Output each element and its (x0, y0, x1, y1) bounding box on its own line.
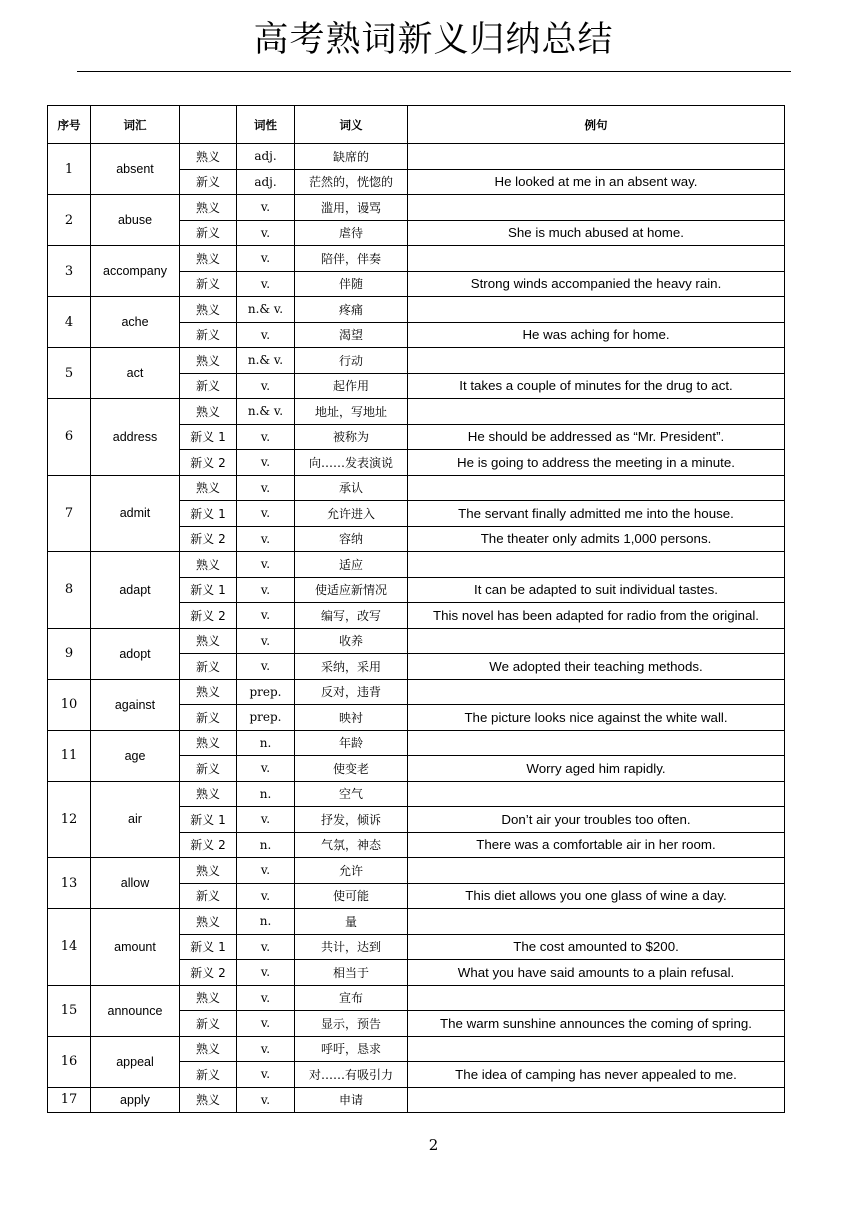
example-sentence: Strong winds accompanied the heavy rain. (408, 271, 785, 297)
sense-type: 新义 (180, 1062, 237, 1088)
page-title: 高考熟词新义归纳总结 (253, 20, 614, 60)
sense-type: 新义 2 (180, 832, 237, 858)
sense-type: 新义 1 (180, 934, 237, 960)
example-sentence (408, 475, 785, 501)
sense-meaning: 编写，改写 (295, 603, 408, 629)
example-sentence (408, 297, 785, 323)
entry-word: announce (91, 985, 180, 1036)
example-sentence: It can be adapted to suit individual tastes. (408, 577, 785, 603)
part-of-speech: n.& v. (237, 399, 295, 425)
example-sentence (408, 781, 785, 807)
part-of-speech: v. (237, 1011, 295, 1037)
sense-meaning: 宣布 (295, 985, 408, 1011)
entry-word: admit (91, 475, 180, 552)
part-of-speech: v. (237, 322, 295, 348)
entry-number: 6 (48, 399, 91, 476)
example-sentence (408, 1087, 785, 1113)
part-of-speech: v. (237, 1062, 295, 1088)
example-sentence: The warm sunshine announces the coming of spring. (408, 1011, 785, 1037)
part-of-speech: v. (237, 858, 295, 884)
example-sentence: Worry aged him rapidly. (408, 756, 785, 782)
sense-meaning: 空气 (295, 781, 408, 807)
table-row (48, 858, 785, 884)
part-of-speech: v. (237, 807, 295, 833)
entry-number: 1 (48, 144, 91, 195)
entry-word: allow (91, 858, 180, 909)
header-sense-type (180, 106, 237, 144)
sense-type: 新义 1 (180, 807, 237, 833)
sense-type: 熟义 (180, 985, 237, 1011)
sense-type: 新义 (180, 271, 237, 297)
example-sentence: What you have said amounts to a plain refusal. (408, 960, 785, 986)
entry-number: 5 (48, 348, 91, 399)
example-sentence: He should be addressed as “Mr. President”. (408, 424, 785, 450)
example-sentence (408, 195, 785, 221)
table-row (48, 730, 785, 756)
sense-type: 新义 (180, 654, 237, 680)
part-of-speech: v. (237, 985, 295, 1011)
example-sentence (408, 730, 785, 756)
sense-type: 新义 (180, 322, 237, 348)
table-row (48, 475, 785, 501)
entry-word: amount (91, 909, 180, 986)
entry-number: 11 (48, 730, 91, 781)
entry-word: adopt (91, 628, 180, 679)
sense-type: 熟义 (180, 246, 237, 272)
header-example: 例句 (408, 106, 785, 144)
example-sentence (408, 985, 785, 1011)
entry-number: 9 (48, 628, 91, 679)
entry-word: abuse (91, 195, 180, 246)
entry-word: address (91, 399, 180, 476)
part-of-speech: v. (237, 475, 295, 501)
entry-number: 2 (48, 195, 91, 246)
sense-type: 熟义 (180, 679, 237, 705)
table-row (48, 297, 785, 323)
part-of-speech: v. (237, 1036, 295, 1062)
table-row (48, 781, 785, 807)
title-divider (77, 71, 791, 72)
sense-meaning: 相当于 (295, 960, 408, 986)
example-sentence (408, 679, 785, 705)
sense-meaning: 渴望 (295, 322, 408, 348)
entry-word: absent (91, 144, 180, 195)
example-sentence: Don’t air your troubles too often. (408, 807, 785, 833)
sense-meaning: 疼痛 (295, 297, 408, 323)
sense-meaning: 允许进入 (295, 501, 408, 527)
table-row (48, 246, 785, 272)
sense-meaning: 行动 (295, 348, 408, 374)
part-of-speech: v. (237, 552, 295, 578)
sense-meaning: 允许 (295, 858, 408, 884)
sense-meaning: 陪伴，伴奏 (295, 246, 408, 272)
sense-meaning: 向……发表演说 (295, 450, 408, 476)
example-sentence (408, 246, 785, 272)
sense-meaning: 缺席的 (295, 144, 408, 170)
sense-meaning: 年龄 (295, 730, 408, 756)
sense-type: 新义 (180, 373, 237, 399)
header-part-of-speech: 词性 (237, 106, 295, 144)
sense-type: 熟义 (180, 552, 237, 578)
table-row (48, 909, 785, 935)
sense-type: 熟义 (180, 1036, 237, 1062)
entry-word: apply (91, 1087, 180, 1113)
table-row (48, 679, 785, 705)
sense-meaning: 使变老 (295, 756, 408, 782)
sense-type: 新义 1 (180, 577, 237, 603)
example-sentence: The picture looks nice against the white wall. (408, 705, 785, 731)
table-row (48, 985, 785, 1011)
vocabulary-table (47, 105, 785, 1113)
sense-type: 熟义 (180, 781, 237, 807)
sense-meaning: 虐待 (295, 220, 408, 246)
example-sentence: The servant finally admitted me into the house. (408, 501, 785, 527)
table-body (48, 144, 785, 1113)
entry-number: 17 (48, 1087, 91, 1113)
sense-type: 新义 2 (180, 960, 237, 986)
sense-meaning: 量 (295, 909, 408, 935)
sense-meaning: 地址，写地址 (295, 399, 408, 425)
part-of-speech: n. (237, 909, 295, 935)
sense-meaning: 显示，预告 (295, 1011, 408, 1037)
entry-number: 14 (48, 909, 91, 986)
part-of-speech: v. (237, 450, 295, 476)
part-of-speech: v. (237, 577, 295, 603)
header-word: 词汇 (91, 106, 180, 144)
sense-type: 熟义 (180, 1087, 237, 1113)
sense-meaning: 共计，达到 (295, 934, 408, 960)
sense-meaning: 采纳，采用 (295, 654, 408, 680)
example-sentence: It takes a couple of minutes for the drug to act. (408, 373, 785, 399)
entry-number: 8 (48, 552, 91, 629)
header-number: 序号 (48, 106, 91, 144)
table-row (48, 1087, 785, 1113)
part-of-speech: v. (237, 526, 295, 552)
example-sentence: He is going to address the meeting in a minute. (408, 450, 785, 476)
table-row (48, 144, 785, 170)
sense-type: 熟义 (180, 858, 237, 884)
entry-word: act (91, 348, 180, 399)
sense-meaning: 起作用 (295, 373, 408, 399)
example-sentence (408, 144, 785, 170)
part-of-speech: v. (237, 1087, 295, 1113)
sense-type: 新义 2 (180, 603, 237, 629)
table-row (48, 552, 785, 578)
example-sentence: This novel has been adapted for radio from the original. (408, 603, 785, 629)
example-sentence: He looked at me in an absent way. (408, 169, 785, 195)
part-of-speech: n. (237, 730, 295, 756)
entry-word: against (91, 679, 180, 730)
sense-type: 熟义 (180, 730, 237, 756)
entry-word: ache (91, 297, 180, 348)
part-of-speech: n.& v. (237, 348, 295, 374)
example-sentence (408, 858, 785, 884)
sense-meaning: 映衬 (295, 705, 408, 731)
entry-number: 7 (48, 475, 91, 552)
sense-meaning: 容纳 (295, 526, 408, 552)
sense-meaning: 伴随 (295, 271, 408, 297)
entry-number: 10 (48, 679, 91, 730)
sense-type: 新义 (180, 169, 237, 195)
example-sentence: This diet allows you one glass of wine a day. (408, 883, 785, 909)
sense-type: 新义 (180, 220, 237, 246)
part-of-speech: v. (237, 603, 295, 629)
part-of-speech: v. (237, 373, 295, 399)
header-meaning: 词义 (295, 106, 408, 144)
entry-number: 13 (48, 858, 91, 909)
sense-meaning: 茫然的，恍惚的 (295, 169, 408, 195)
sense-type: 新义 1 (180, 424, 237, 450)
table-row (48, 195, 785, 221)
example-sentence: We adopted their teaching methods. (408, 654, 785, 680)
part-of-speech: v. (237, 501, 295, 527)
part-of-speech: v. (237, 934, 295, 960)
sense-meaning: 使可能 (295, 883, 408, 909)
entry-number: 4 (48, 297, 91, 348)
sense-meaning: 抒发，倾诉 (295, 807, 408, 833)
sense-type: 新义 2 (180, 526, 237, 552)
sense-meaning: 申请 (295, 1087, 408, 1113)
part-of-speech: v. (237, 246, 295, 272)
example-sentence (408, 1036, 785, 1062)
entry-word: appeal (91, 1036, 180, 1087)
entry-number: 16 (48, 1036, 91, 1087)
part-of-speech: v. (237, 195, 295, 221)
sense-meaning: 对……有吸引力 (295, 1062, 408, 1088)
sense-type: 熟义 (180, 475, 237, 501)
table-header-row (48, 106, 785, 144)
example-sentence (408, 348, 785, 374)
example-sentence: She is much abused at home. (408, 220, 785, 246)
sense-meaning: 被称为 (295, 424, 408, 450)
part-of-speech: adj. (237, 144, 295, 170)
sense-type: 熟义 (180, 909, 237, 935)
sense-type: 新义 (180, 756, 237, 782)
part-of-speech: v. (237, 628, 295, 654)
sense-type: 新义 1 (180, 501, 237, 527)
page-number: 2 (428, 1136, 439, 1154)
entry-word: air (91, 781, 180, 858)
part-of-speech: prep. (237, 705, 295, 731)
sense-type: 新义 2 (180, 450, 237, 476)
example-sentence (408, 909, 785, 935)
sense-type: 熟义 (180, 628, 237, 654)
table-row (48, 348, 785, 374)
sense-meaning: 反对，违背 (295, 679, 408, 705)
sense-type: 新义 (180, 705, 237, 731)
sense-type: 熟义 (180, 399, 237, 425)
sense-type: 熟义 (180, 195, 237, 221)
part-of-speech: v. (237, 756, 295, 782)
table-row (48, 399, 785, 425)
example-sentence (408, 399, 785, 425)
table-row (48, 628, 785, 654)
part-of-speech: v. (237, 424, 295, 450)
sense-meaning: 呼吁，恳求 (295, 1036, 408, 1062)
sense-type: 新义 (180, 1011, 237, 1037)
example-sentence: The idea of camping has never appealed to me. (408, 1062, 785, 1088)
example-sentence: There was a comfortable air in her room. (408, 832, 785, 858)
example-sentence: The theater only admits 1,000 persons. (408, 526, 785, 552)
entry-number: 12 (48, 781, 91, 858)
part-of-speech: n. (237, 832, 295, 858)
sense-meaning: 使适应新情况 (295, 577, 408, 603)
part-of-speech: n.& v. (237, 297, 295, 323)
part-of-speech: n. (237, 781, 295, 807)
part-of-speech: v. (237, 220, 295, 246)
sense-meaning: 气氛，神态 (295, 832, 408, 858)
sense-type: 新义 (180, 883, 237, 909)
entry-word: age (91, 730, 180, 781)
example-sentence: The cost amounted to $200. (408, 934, 785, 960)
entry-number: 3 (48, 246, 91, 297)
example-sentence (408, 552, 785, 578)
example-sentence: He was aching for home. (408, 322, 785, 348)
example-sentence (408, 628, 785, 654)
sense-type: 熟义 (180, 144, 237, 170)
sense-meaning: 承认 (295, 475, 408, 501)
part-of-speech: prep. (237, 679, 295, 705)
sense-type: 熟义 (180, 297, 237, 323)
part-of-speech: adj. (237, 169, 295, 195)
sense-meaning: 适应 (295, 552, 408, 578)
part-of-speech: v. (237, 654, 295, 680)
part-of-speech: v. (237, 960, 295, 986)
part-of-speech: v. (237, 271, 295, 297)
entry-number: 15 (48, 985, 91, 1036)
sense-meaning: 滥用，谩骂 (295, 195, 408, 221)
table-row (48, 1036, 785, 1062)
sense-meaning: 收养 (295, 628, 408, 654)
sense-type: 熟义 (180, 348, 237, 374)
entry-word: adapt (91, 552, 180, 629)
part-of-speech: v. (237, 883, 295, 909)
entry-word: accompany (91, 246, 180, 297)
